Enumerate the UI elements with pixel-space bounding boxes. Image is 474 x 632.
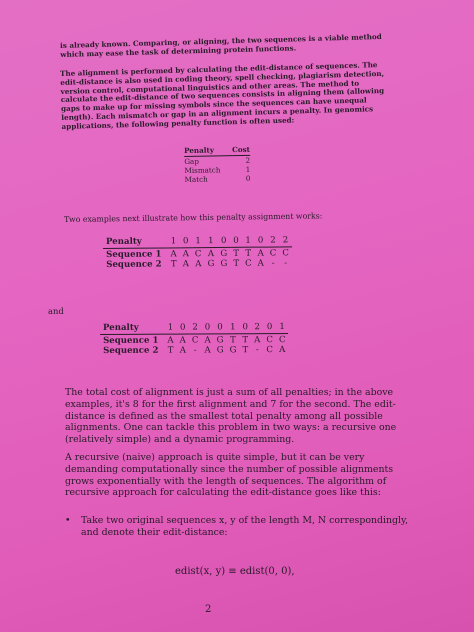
penalty-row-cell: 1 [226,322,239,334]
sequence-1-row-cell: A [164,334,176,346]
sequence-1-row-cell: A [167,248,179,260]
penalty-row-cell: 1 [204,236,217,248]
sequence-2-row-cell: G [229,345,237,356]
penalty-row-cell: 1 [192,236,205,248]
sequence-1-row-cell: C [263,334,276,346]
penalty-header: Penalty [184,145,232,156]
sequence-1-row-label: Sequence 1 [100,334,164,346]
penalty-row-cell: 0 [239,322,251,334]
sequence-2-row-cell: A [179,345,186,356]
bullet-mark: • [65,515,71,526]
two-examples-text: Two examples next illustrate how this penalty assignment works: [64,211,323,224]
total-cost-paragraph: The total cost of alignment is just a sum of all penalties; in the above examples, it's 8 for the first alignment and 7 for the second. The edit-distance is defined as the smallest total penalty among all possible alignments. One can tackle this problem in two ways: a recursive one (relatively simple) and a dynamic programming. [65,387,397,445]
penalty-row-cell: 0 [201,322,213,334]
gap-label: Gap [184,156,199,166]
sequence-1-row-cell: A [255,247,267,259]
sequence-1-row-cell: C [192,248,205,260]
and-text: and [48,306,64,316]
penalty-row-cell: 0 [230,236,242,248]
penalty-row-label: Penalty [100,323,164,335]
example-1-table [103,235,365,270]
penalty-row-cell: 0 [254,236,266,248]
sequence-1-row-cell: C [276,334,289,346]
penalty-row-cell: 2 [267,235,280,247]
sequence-2-row-cell: A [195,259,202,270]
sequence-2-row-cell: T [167,345,174,356]
gap-cost: 2 [245,155,251,165]
sequence-1-row-label: Sequence 1 [103,248,167,260]
sequence-2-row-cell: T [242,345,249,356]
bullet-item [65,515,423,539]
penalty-row-cell: 0 [177,323,189,335]
sequence-2-row-cell: - [271,258,275,269]
sequence-2-row-cell: G [216,345,224,356]
mismatch-cost: 1 [245,164,251,174]
sequence-1-row-cell: A [201,334,213,346]
sequence-2-row-cell: G [220,258,228,269]
sequence-1-row-cell: A [180,248,192,260]
penalty-row [100,322,288,334]
sequence-2-row-cell: T [233,258,240,269]
sequence-2-row-cell: - [255,345,259,356]
sequence-1-row [100,334,288,346]
edist-formula: edist(x, y) ≡ edist(0, 0), [175,566,295,577]
intro-paragraph: is already known. Comparing, or aligning, the two sequences is a viable method which may ease the task of determining protein functions. [59,32,382,59]
penalty-row-cell: 1 [242,236,255,248]
sequence-2-row-cell: A [182,259,190,270]
penalty-row-cell: 0 [217,236,230,248]
sequence-1-row-cell: T [230,247,242,259]
sequence-1-row-cell: T [239,334,251,346]
sequence-2-row-label: Sequence 2 [103,345,159,356]
sequence-1-row-cell: A [251,334,263,346]
sequence-2-row-cell: A [204,345,211,356]
page-number: 2 [205,604,212,615]
sequence-2-row-cell: - [284,258,288,269]
mismatch-label: Mismatch [184,165,221,175]
sequence-2-row-cell: C [245,258,252,269]
sequence-1-row-cell: G [217,247,230,259]
cost-header: Cost [231,144,251,155]
penalty-cost-table [184,145,251,184]
sequence-2-row [103,258,292,270]
sequence-1-row-cell: A [204,248,217,260]
penalty-row-cell: 1 [276,322,289,334]
sequence-1-row-cell: G [214,334,227,346]
sequence-2-row-cell: C [266,345,274,356]
sequence-2-row-cell: - [193,345,197,356]
sequence-1-row-cell: T [242,247,255,259]
match-cost: 0 [245,173,251,183]
sequence-1-row-cell: C [279,247,292,259]
penalty-row-cell: 0 [180,236,192,248]
sequence-2-row [100,345,288,356]
example-2-table [100,322,368,356]
sequence-1-row-cell: C [189,334,202,346]
sequence-2-row-label: Sequence 2 [106,259,162,270]
sequence-2-row-cell: A [279,345,286,356]
penalty-row-cell: 1 [164,323,176,335]
penalty-row-cell: 2 [279,235,292,247]
penalty-row-cell: 0 [214,322,227,334]
bullet-text: Take two original sequences x, y of the length M, N correspondingly, and denote their edit-distance: [81,515,409,538]
sequence-2-row-cell: A [257,258,264,269]
penalty-row-label: Penalty [103,236,167,248]
match-label: Match [184,174,208,184]
penalty-row-cell: 2 [189,322,202,334]
penalty-row-cell: 1 [167,236,179,248]
penalty-row-cell: 2 [251,322,263,334]
sequence-1-row-cell: T [226,334,239,346]
alignment-paragraph: The alignment is performed by calculating the edit-distance of sequences. The edit-distance is also used in coding theory, spell checking, plagiarism detection, version control, computational linguistics and other areas. The method to calculate the edit-distance of two sequences consists in aligning them (allowing gaps to make up for missing symbols since the sequences can have unequal length). Each mismatch or gap in an alignment incurs a penalty. In genomics applications, the following penalty function is often used: [59,60,385,131]
penalty-row-cell: 0 [263,322,276,334]
sequence-2-row-cell: G [207,259,215,270]
sequence-1-row-cell: A [177,334,189,346]
recursive-paragraph: A recursive (naive) approach is quite simple, but it can be very demanding computationally since the number of possible alignments grows exponentially with the length of sequences. The algorithm of recursive approach for calculating the edit-distance goes like this: [65,452,394,499]
sequence-1-row-cell: C [267,247,280,259]
sequence-2-row-cell: T [170,259,177,270]
